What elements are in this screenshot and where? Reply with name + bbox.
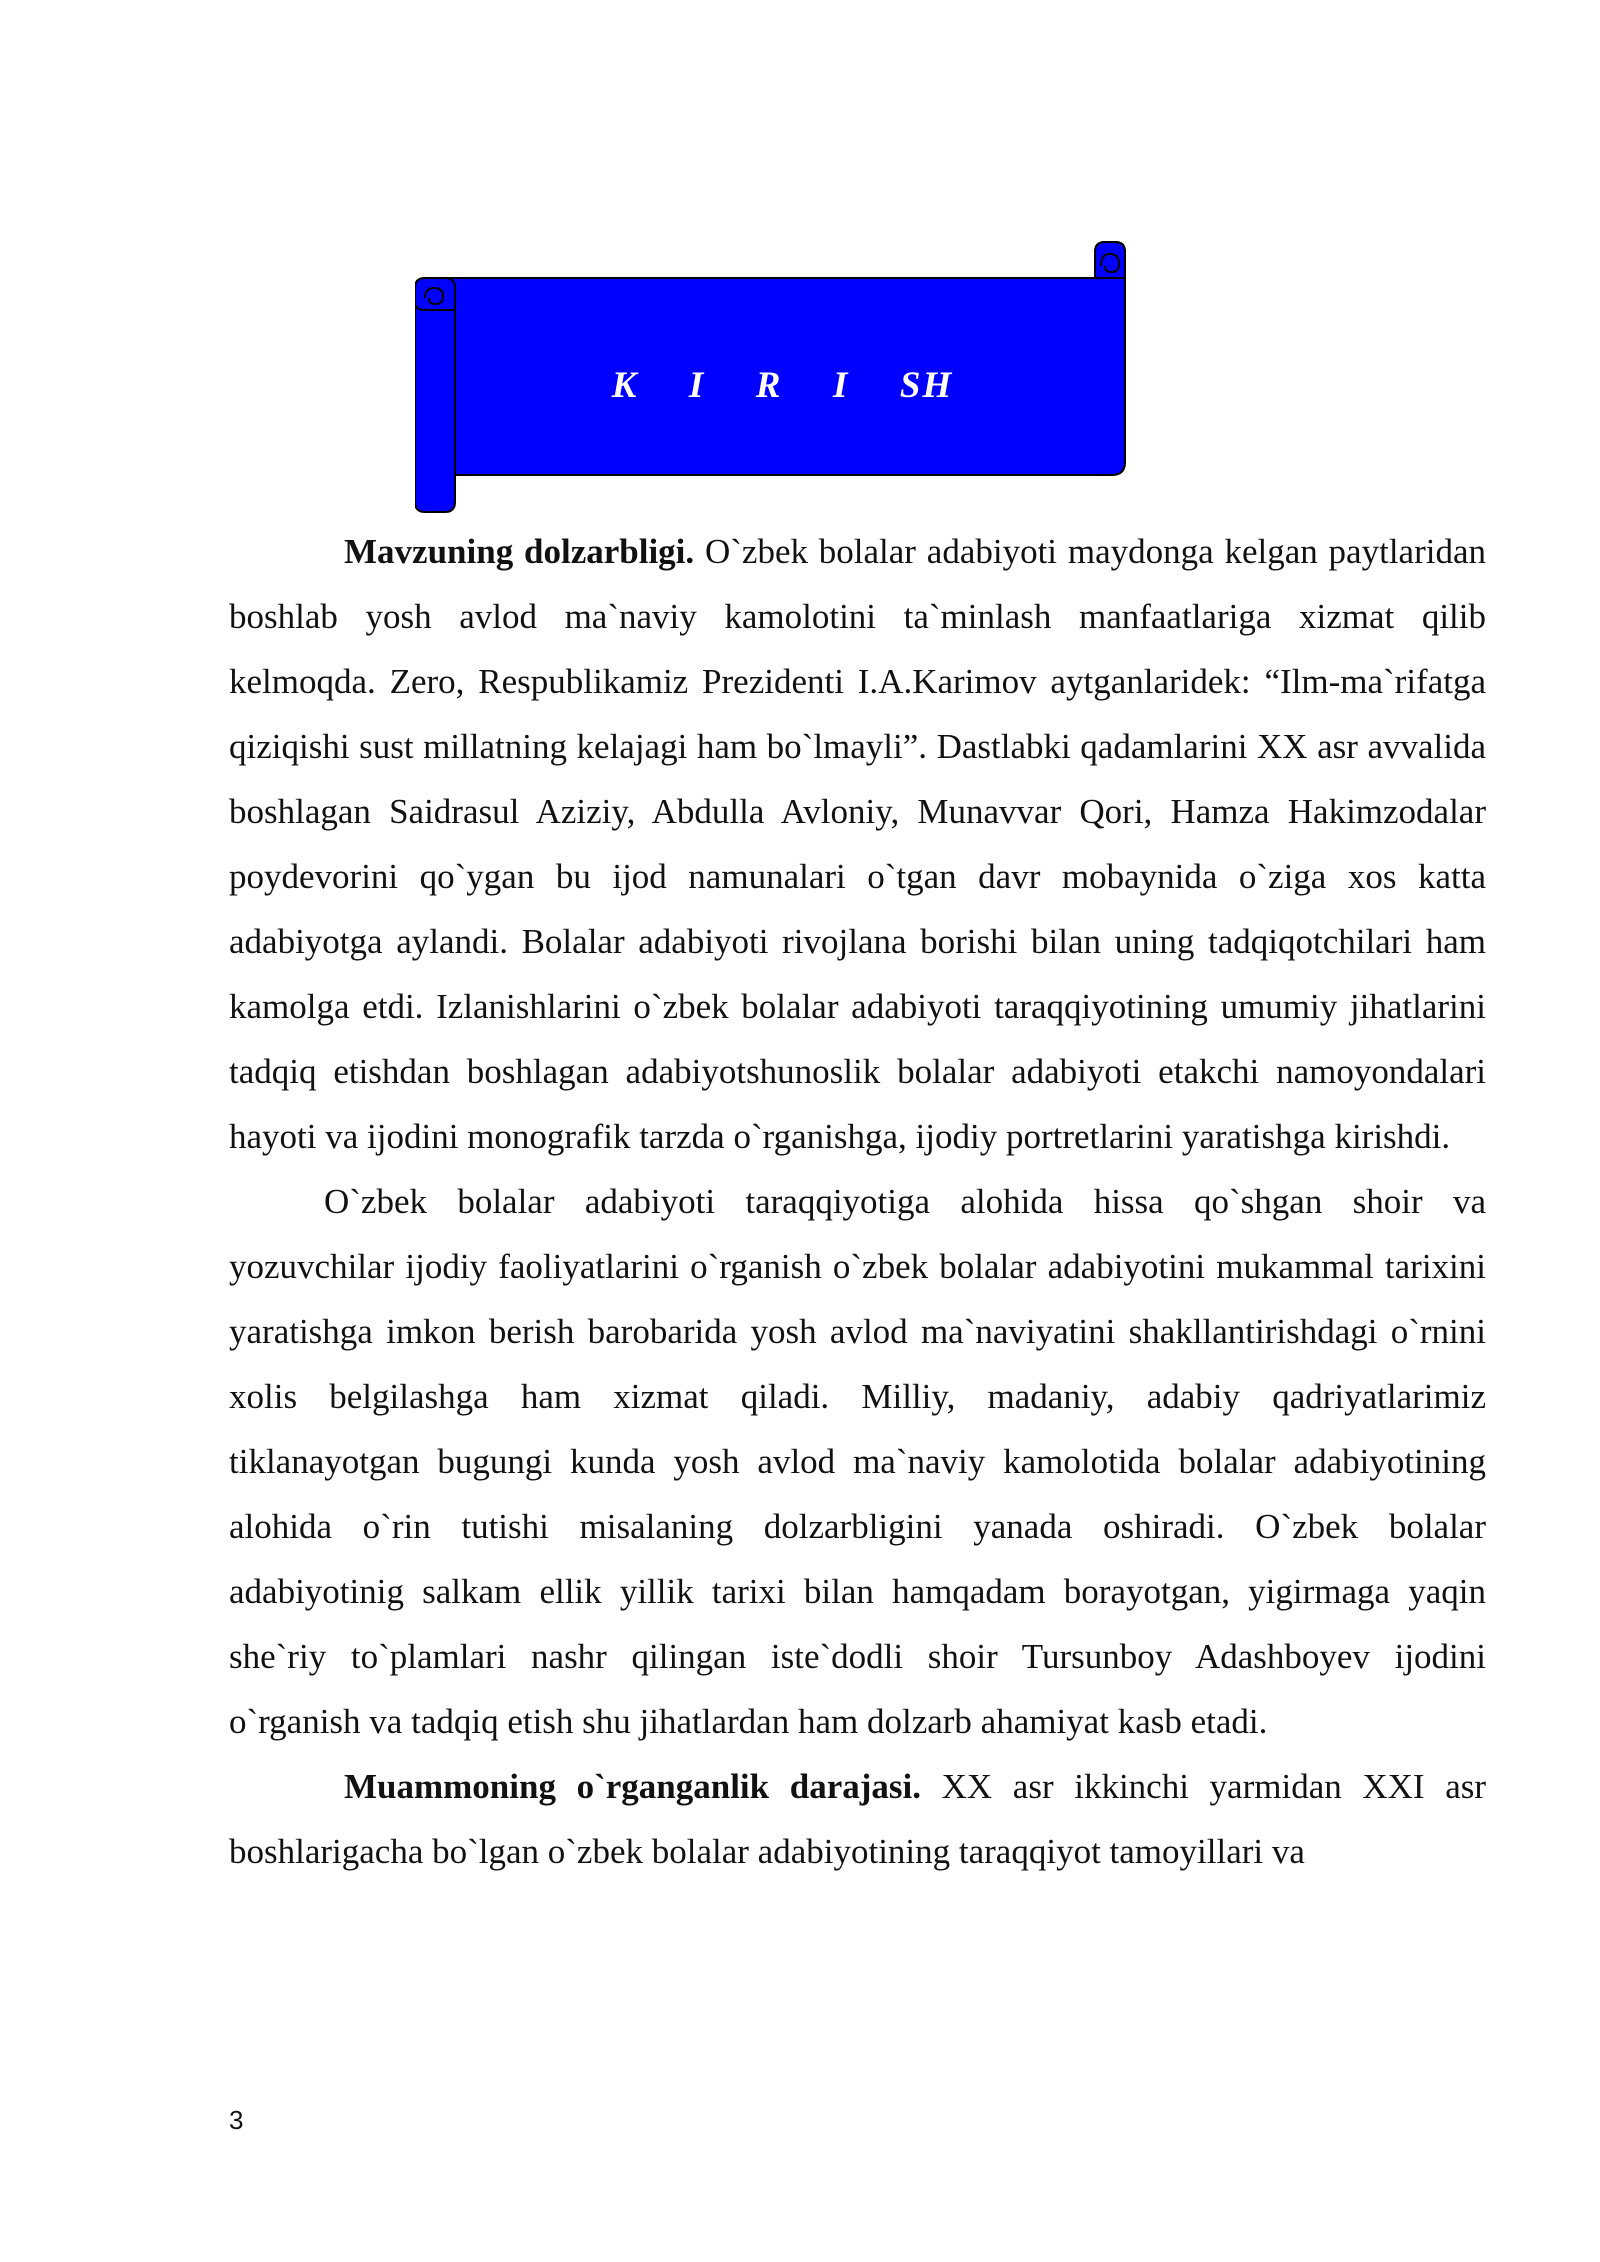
page-number: 3 — [229, 2105, 244, 2135]
paragraph-text-relevance: O`zbek bolalar adabiyoti maydonga kelgan paytlaridan boshlab yosh avlod ma`naviy kamolotini ta`minlash manfaatlariga xizmat qilib kelmoqda. Zero, Respublikamiz Prezidenti I.A.Karimov aytganlaridek: “Ilm-ma`rifatga qiziqishi sust millatning kelajagi ham bo`lmayli”. Dastlabki qadamlarini XX asr avvalida boshlagan Saidrasul Aziziy, Abdulla Avloniy, Munavvar Qori, Hamza Hakimzodalar poydevorini qo`ygan bu ijod namunalari o`tgan davr mobaynida o`ziga xos katta adabiyotga aylandi. Bolalar adabiyoti rivojlana borishi bilan uning tadqiqotchilari ham kamolga etdi. Izlanishlarini o`zbek bolalar adabiyoti taraqqiyotining umumiy jihatlarini tadqiq etishdan boshlagan adabiyotshunoslik bolalar adabiyoti etakchi namoyondalari hayoti va ijodini monografik tarzda o`rganishga, ijodiy portretlarini yaratishga kirishdi. — [229, 532, 1486, 1156]
paragraph-text-study-level: XX asr ikkinchi yarmidan XXI asr boshlarigacha bo`lgan o`zbek bolalar adabiyotining taraqqiyot tamoyillari va — [229, 1767, 1486, 1871]
paragraph-relevance — [229, 519, 1486, 1169]
chapter-banner — [415, 240, 1130, 520]
paragraph-contribution — [229, 1169, 1486, 1754]
body-text — [229, 519, 1486, 1884]
paragraph-lead-study-level: Muammoning o`rganganlik darajasi. — [344, 1767, 921, 1806]
paragraph-text-contribution: O`zbek bolalar adabiyoti taraqqiyotiga alohida hissa qo`shgan shoir va yozuvchilar ijodiy faoliyatlarini o`rganish o`zbek bolalar adabiyotini mukammal tarixini yaratishga imkon berish barobarida yosh avlod ma`naviyatini shakllantirishdagi o`rnini xolis belgilashga ham xizmat qiladi. Milliy, madaniy, adabiy qadriyatlarimiz tiklanayotgan bugungi kunda yosh avlod ma`naviy kamolotida bolalar adabiyotining alohida o`rin tutishi misalaning dolzarbligini yanada oshiradi. O`zbek bolalar adabiyotinig salkam ellik yillik tarixi bilan hamqadam borayotgan, yigirmaga yaqin she`riy to`plamlari nashr qilingan iste`dodli shoir Tursunboy Adashboyev ijodini o`rganish va tadqiq etish shu jihatlardan ham dolzarb ahamiyat kasb etadi. — [229, 1182, 1486, 1741]
chapter-title: K I R I SH — [611, 365, 954, 406]
paragraph-lead-relevance: Mavzuning dolzarbligi. — [344, 532, 695, 571]
paragraph-study-level — [229, 1754, 1486, 1884]
